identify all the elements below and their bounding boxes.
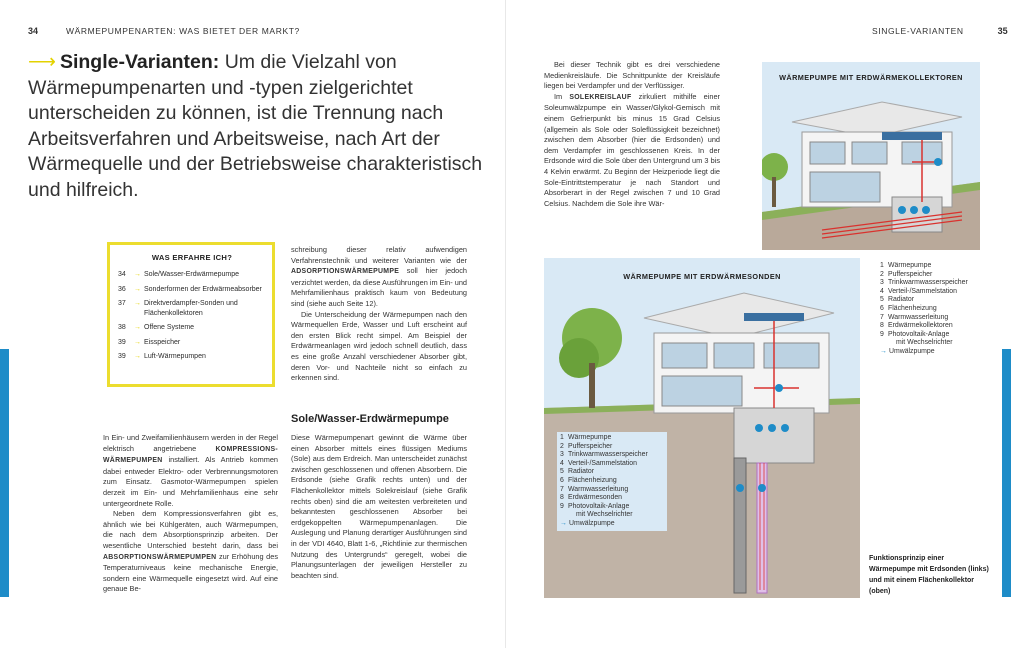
page-headline — [28, 50, 488, 203]
headline-text: Um die Vielzahl von Wärmepumpenarten und -typen zielgerichtet unterscheiden zu können, ist die Trennung nach Arbeitsverfahren und Arbeitsweise, nach Art der Wärmequelle und der Betriebsweise charakteristisch und hilfreich. — [28, 51, 483, 201]
paragraph: Bei dieser Technik gibt es drei verschiedene Medienkreisläufe. Die Schnittpunkte der Kreisläufe liegen bei Verdampfer und der Verflüssiger. — [544, 60, 720, 91]
legend-item: 6 Flächenheizung — [560, 476, 617, 484]
collector-house-illustration — [762, 62, 980, 250]
paragraph — [103, 509, 278, 595]
left-page — [0, 0, 505, 648]
left-folio — [28, 26, 300, 36]
legend-item: 6 Flächenheizung — [880, 304, 937, 312]
diagram-collector — [762, 62, 980, 250]
paragraph: Die Unterscheidung der Wärmepumpen nach den Wärmequellen Erde, Wasser und Luft erscheint auf den ersten Blick recht simpel. Am Beispiel der Erdwärmeanlagen wird jedoch schnell deutlich, dass es eine große Anzahl verschiedener Absorber gibt, deren Vor- und Nachteile nicht so einfach zu erkennen sind. — [291, 309, 467, 383]
text-column-3 — [544, 60, 720, 209]
arrow-icon: → — [134, 300, 141, 307]
page-number-left: 34 — [28, 26, 39, 36]
legend-left — [557, 432, 667, 531]
page-number-right: 35 — [997, 26, 1008, 36]
info-item-page: 37 — [118, 300, 126, 307]
text-column-1 — [103, 433, 278, 595]
paragraph — [544, 92, 720, 210]
arrow-icon: → — [134, 353, 141, 360]
legend-item: 1 Wärmepumpe — [560, 434, 612, 441]
info-item-text: Eisspeicher — [144, 338, 181, 346]
legend-item: 8 Erdwärmesonden — [560, 494, 623, 502]
legend-item: 3 Trinkwarmwasserspeicher — [560, 451, 648, 459]
text-run: Im — [554, 91, 563, 101]
info-item-page: 39 — [118, 338, 126, 346]
text-run: Neben dem Kompressionsverfahren gibt es, ähnlich wie bei Kühlgeräten, auch Wärmepumpen, die nach dem Absorptionsprinzip arbeiten. Der wesentliche Unterschied besteht darin, dass bei — [103, 509, 278, 550]
legend-item: 8 Erdwärmekollektoren — [880, 322, 953, 330]
legend-item: 5 Radiator — [880, 296, 915, 304]
legend-item: 9 Photovoltaik-Anlage — [560, 502, 630, 510]
legend-item: 2 Pufferspeicher — [880, 270, 933, 278]
info-item-text: Direktverdampfer-Sonden und Flächenkollektoren — [144, 300, 238, 317]
paragraph — [291, 245, 467, 310]
legend-item: 7 Warmwasserleitung — [560, 485, 629, 493]
info-item-page: 39 — [118, 353, 126, 360]
probe-house-illustration — [544, 258, 860, 598]
running-head-left: WÄRMEPUMPENARTEN: WAS BIETET DER MARKT? — [65, 26, 300, 36]
legend-item: → Umwälzpumpe — [880, 347, 935, 355]
legend-item: 5 Radiator — [560, 468, 595, 476]
info-item-page: 38 — [118, 324, 126, 331]
legend-item: 2 Pufferspeicher — [560, 442, 613, 450]
text-run: In Ein- und Zweifamilienhäusern werden in der Regel elektrisch angetriebene — [103, 433, 278, 453]
info-item-page: 34 — [118, 271, 126, 278]
info-box — [107, 242, 275, 387]
text-column-2-top — [291, 245, 467, 384]
info-item-text: Luft-Wärmepumpen — [144, 353, 206, 360]
text-run: installiert. Als Antrieb kommen dabei entweder Elektro- oder Verbrennungsmotoren zum Einsatz. Gasmotor-Wärmepumpen spielen derzeit im Ein- und Mehrfamilienhaus eine sehr untergeordnete Rolle. — [103, 455, 278, 508]
info-box-item[interactable] — [118, 323, 266, 333]
page-gutter — [505, 0, 506, 648]
legend-item: 4 Verteil-/Sammelstation — [560, 459, 637, 467]
legend-item: mit Wechselrichter — [576, 511, 633, 519]
blue-arrow-icon: → — [560, 519, 567, 527]
text-run: soll hier jedoch verzichtet werden, da diese Ausführungen im Ein- und Mehrfamilienhaus praktisch kaum von Bedeutung sind (siehe auch Seite 12). — [291, 266, 467, 308]
legend-item: mit Wechselrichter — [896, 339, 953, 347]
arrow-icon: → — [134, 285, 141, 293]
arrow-icon: → — [134, 324, 141, 331]
info-box-item[interactable] — [118, 352, 266, 362]
legend-item: 3 Trinkwarmwasserspeicher — [880, 279, 968, 287]
info-box-item[interactable] — [118, 285, 266, 295]
headline-lead: Single-Varianten: — [59, 51, 220, 73]
term-highlight: ADSORPTIONSWÄRMEPUMPE — [291, 268, 400, 276]
chapter-tab-left — [0, 349, 9, 597]
info-box-item[interactable] — [118, 270, 266, 280]
term-highlight: SOLEKREISLAUF — [569, 93, 632, 101]
text-run: schreibung dieser relativ aufwendigen Verfahrenstechnik und weiterer Varianten wie der — [291, 245, 467, 265]
term-highlight: KOMPRESSIONS-WÄRMEPUMPEN — [103, 445, 278, 465]
blue-arrow-icon: → — [880, 347, 887, 355]
figure-caption: Funktionsprinzip einer Wärmepumpe mit Erdsonden (links) und mit einem Flächenkollektor (oben) — [869, 555, 989, 595]
term-highlight: ABSORPTIONSWÄRMEPUMPEN — [103, 553, 217, 561]
arrow-icon: → — [134, 338, 141, 346]
info-item-text: Sole/Wasser-Erdwärmepumpe — [144, 271, 240, 278]
info-box-item[interactable] — [118, 299, 266, 318]
info-item-text: Sonderformen der Erdwärmeabsorber — [144, 285, 262, 293]
arrow-icon: → — [134, 271, 141, 278]
section-subheading: Sole/Wasser-Erdwärmepumpe — [291, 413, 449, 425]
paragraph — [103, 433, 278, 509]
info-item-page: 36 — [118, 285, 126, 293]
legend-right — [880, 262, 990, 357]
right-folio — [872, 26, 1008, 36]
text-column-2-bottom — [291, 433, 467, 581]
info-box-title: WAS ERFAHRE ICH? — [151, 253, 233, 262]
diagram-title-collector: WÄRMEPUMPE MIT ERDWÄRMEKOLLEKTOREN — [779, 73, 963, 82]
diagram-title-probe: WÄRMEPUMPE MIT ERDWÄRMESONDEN — [623, 272, 781, 281]
chapter-tab-right — [1002, 349, 1011, 597]
text-run: zur Erhöhung des Temperaturniveaus keine mechanische Energie, sondern eine Wärmequelle eingesetzt wird. Auf eine genaue Be- — [103, 551, 278, 594]
legend-item: → Umwälzpumpe — [560, 519, 615, 527]
text-run: zirkuliert mithilfe einer Soleumwälzpumpe ein Wasser/Glykol-Gemisch mit einem Gefrierpunkt bis minus 15 Grad Celsius (allgemein als Sole oder Soleflüssigkeit bezeichnet) zwischen dem Absorber (hier die Erdsonden) und dem Verdampfer im geschlossenen Kreis. In der Erdsonde wird die Sole über den Untergrund um 3 bis 4 Kelvin erwärmt. Zu Beginn der Heizperiode liegt die Sole-Eintrittstemperatur je nach Standort und Absorberart in der Regel zwischen 7 und 10 Grad Celsius. Nachdem die Sole ihre Wär- — [544, 91, 720, 208]
running-head-right: SINGLE-VARIANTEN — [872, 26, 964, 36]
yellow-arrow-icon: ⟶ — [28, 51, 56, 73]
info-box-item[interactable] — [118, 338, 266, 348]
legend-item: 4 Verteil-/Sammelstation — [880, 287, 957, 295]
diagram-probe — [544, 258, 860, 598]
info-item-text: Offene Systeme — [144, 324, 195, 331]
legend-item: 9 Photovoltaik-Anlage — [880, 330, 950, 338]
legend-item: 7 Warmwasserleitung — [880, 313, 949, 321]
paragraph: Diese Wärmepumpenart gewinnt die Wärme über einen Absorber mittels eines flüssigen Mediums (Sole) aus dem Erdreich. Man unterscheidet zunächst zwischen geschlossenen und offenen Absorbern. Die Erdsonde (siehe Grafik rechts unten) und der Flächenkollektor mittels Solekreislauf (siehe Grafik rechts oben) sind die am weitesten verbreiteten und bekanntesten geschlossenen Absorber bei erdgekoppelten Wärmepumpenanlagen. Die Auslegung und Planung derartiger Ausführungen sind in der VDI 4640, Blatt 1-6, „Richtlinie zur thermischen Nutzung des Untergrunds“ geregelt, wobei die Planungsunterlagen der jeweiligen Hersteller zu beachten sind. — [291, 433, 467, 580]
legend-item: 1 Wärmepumpe — [880, 262, 932, 269]
